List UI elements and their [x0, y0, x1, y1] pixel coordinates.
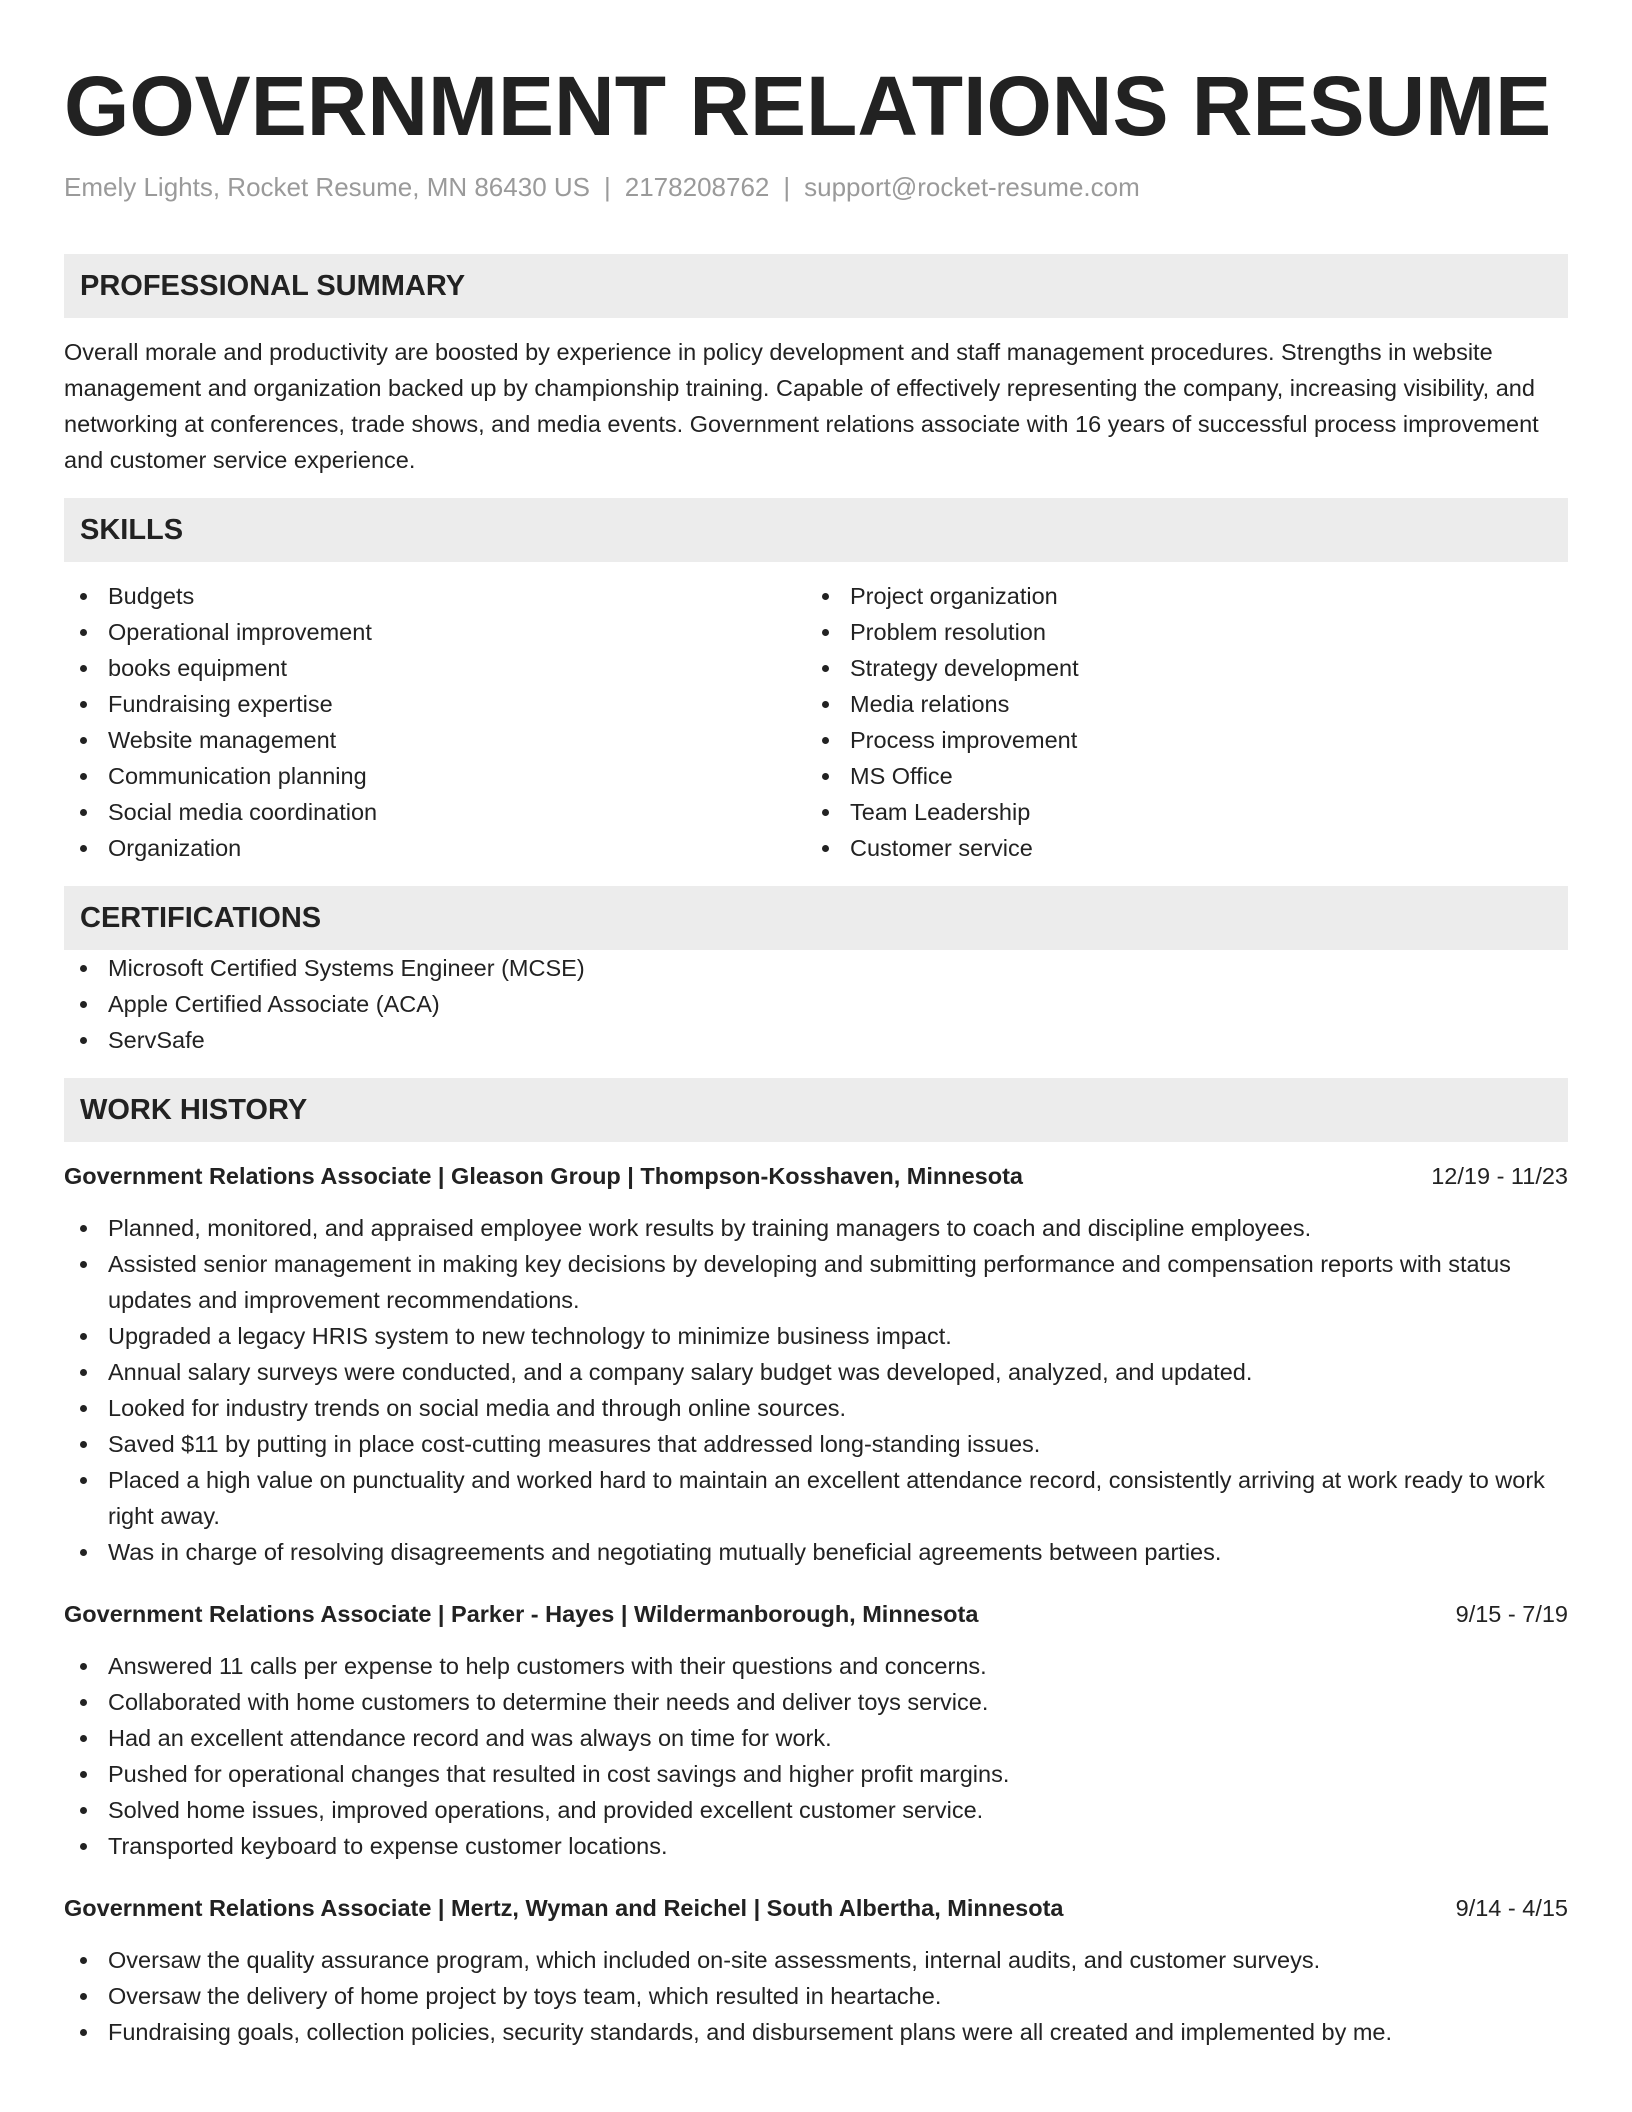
list-item: Transported keyboard to expense customer locations.	[64, 1828, 1568, 1864]
list-item: Project organization	[806, 578, 1548, 614]
list-item: Oversaw the delivery of home project by toys team, which resulted in heartache.	[64, 1978, 1568, 2014]
section-heading-skills: SKILLS	[64, 498, 1568, 562]
list-item: Fundraising expertise	[64, 686, 806, 722]
job-dates: 9/14 - 4/15	[1455, 1895, 1568, 1921]
list-item: books equipment	[64, 650, 806, 686]
section-heading-summary: PROFESSIONAL SUMMARY	[64, 254, 1568, 318]
summary-text: Overall morale and productivity are boosted by experience in policy development and staff management procedures. Strengths in website management and organization backed up by championship training. Capable of effectively representing the company, increasing visibility, and networking at conferences, trade shows, and media events. Government relations associate with 16 years of successful process improvement and customer service experience.	[64, 339, 1539, 473]
list-item: Had an excellent attendance record and was always on time for work.	[64, 1720, 1568, 1756]
job-bullets	[64, 1942, 1568, 2050]
job-entry	[64, 1158, 1568, 1570]
contact-line	[64, 170, 1568, 204]
job-dates: 12/19 - 11/23	[1431, 1163, 1568, 1189]
list-item: Assisted senior management in making key decisions by developing and submitting performance and compensation reports with status updates and improvement recommendations.	[64, 1246, 1568, 1318]
list-item: Answered 11 calls per expense to help customers with their questions and concerns.	[64, 1648, 1568, 1684]
contact-separator: |	[604, 172, 611, 202]
list-item: Planned, monitored, and appraised employee work results by training managers to coach and discipline employees.	[64, 1210, 1568, 1246]
list-item: Looked for industry trends on social media and through online sources.	[64, 1390, 1568, 1426]
list-item: Website management	[64, 722, 806, 758]
list-item: Was in charge of resolving disagreements and negotiating mutually beneficial agreements between parties.	[64, 1534, 1568, 1570]
list-item: Fundraising goals, collection policies, security standards, and disbursement plans were all created and implemented by me.	[64, 2014, 1568, 2050]
list-item: Organization	[64, 830, 806, 866]
section-heading-certifications: CERTIFICATIONS	[64, 886, 1568, 950]
list-item: Apple Certified Associate (ACA)	[64, 986, 1568, 1022]
job-bullets	[64, 1648, 1568, 1864]
skills-columns	[64, 578, 1568, 866]
list-item: Microsoft Certified Systems Engineer (MCSE)	[64, 950, 1568, 986]
job-title: Government Relations Associate | Gleason Group | Thompson-Kosshaven, Minnesota	[64, 1163, 1023, 1189]
skills-list-right	[806, 578, 1548, 866]
section-heading-work-history: WORK HISTORY	[64, 1078, 1568, 1142]
job-entry	[64, 1890, 1568, 2050]
list-item: ServSafe	[64, 1022, 1568, 1058]
list-item: Placed a high value on punctuality and worked hard to maintain an excellent attendance record, consistently arriving at work ready to work right away.	[64, 1462, 1568, 1534]
list-item: Upgraded a legacy HRIS system to new technology to minimize business impact.	[64, 1318, 1568, 1354]
list-item: Problem resolution	[806, 614, 1548, 650]
job-title: Government Relations Associate | Mertz, Wyman and Reichel | South Albertha, Minnesota	[64, 1895, 1064, 1921]
list-item: Process improvement	[806, 722, 1548, 758]
job-bullets	[64, 1210, 1568, 1570]
list-item: Customer service	[806, 830, 1548, 866]
contact-phone: 2178208762	[624, 172, 770, 202]
list-item: Annual salary surveys were conducted, and a company salary budget was developed, analyzed, and updated.	[64, 1354, 1568, 1390]
list-item: Pushed for operational changes that resulted in cost savings and higher profit margins.	[64, 1756, 1568, 1792]
contact-email: support@rocket-resume.com	[804, 172, 1140, 202]
list-item: Solved home issues, improved operations, and provided excellent customer service.	[64, 1792, 1568, 1828]
job-header	[64, 1158, 1568, 1194]
contact-separator: |	[783, 172, 791, 202]
contact-address: Emely Lights, Rocket Resume, MN 86430 US	[64, 172, 590, 202]
list-item: Team Leadership	[806, 794, 1548, 830]
list-item: Budgets	[64, 578, 806, 614]
list-item: Collaborated with home customers to determine their needs and deliver toys service.	[64, 1684, 1568, 1720]
job-title: Government Relations Associate | Parker - Hayes | Wildermanborough, Minnesota	[64, 1601, 979, 1627]
list-item: MS Office	[806, 758, 1548, 794]
job-header	[64, 1890, 1568, 1926]
list-item: Operational improvement	[64, 614, 806, 650]
resume-page	[64, 0, 1568, 2050]
certifications-list	[64, 950, 1568, 1058]
job-header	[64, 1596, 1568, 1632]
job-entry	[64, 1596, 1568, 1864]
list-item: Strategy development	[806, 650, 1548, 686]
list-item: Social media coordination	[64, 794, 806, 830]
list-item: Media relations	[806, 686, 1548, 722]
resume-title: GOVERNMENT RELATIONS RESUME	[64, 59, 1552, 153]
job-dates: 9/15 - 7/19	[1455, 1601, 1568, 1627]
skills-list-left	[64, 578, 806, 866]
list-item: Saved $11 by putting in place cost-cutting measures that addressed long-standing issues.	[64, 1426, 1568, 1462]
list-item: Oversaw the quality assurance program, which included on-site assessments, internal audits, and customer surveys.	[64, 1942, 1568, 1978]
list-item: Communication planning	[64, 758, 806, 794]
